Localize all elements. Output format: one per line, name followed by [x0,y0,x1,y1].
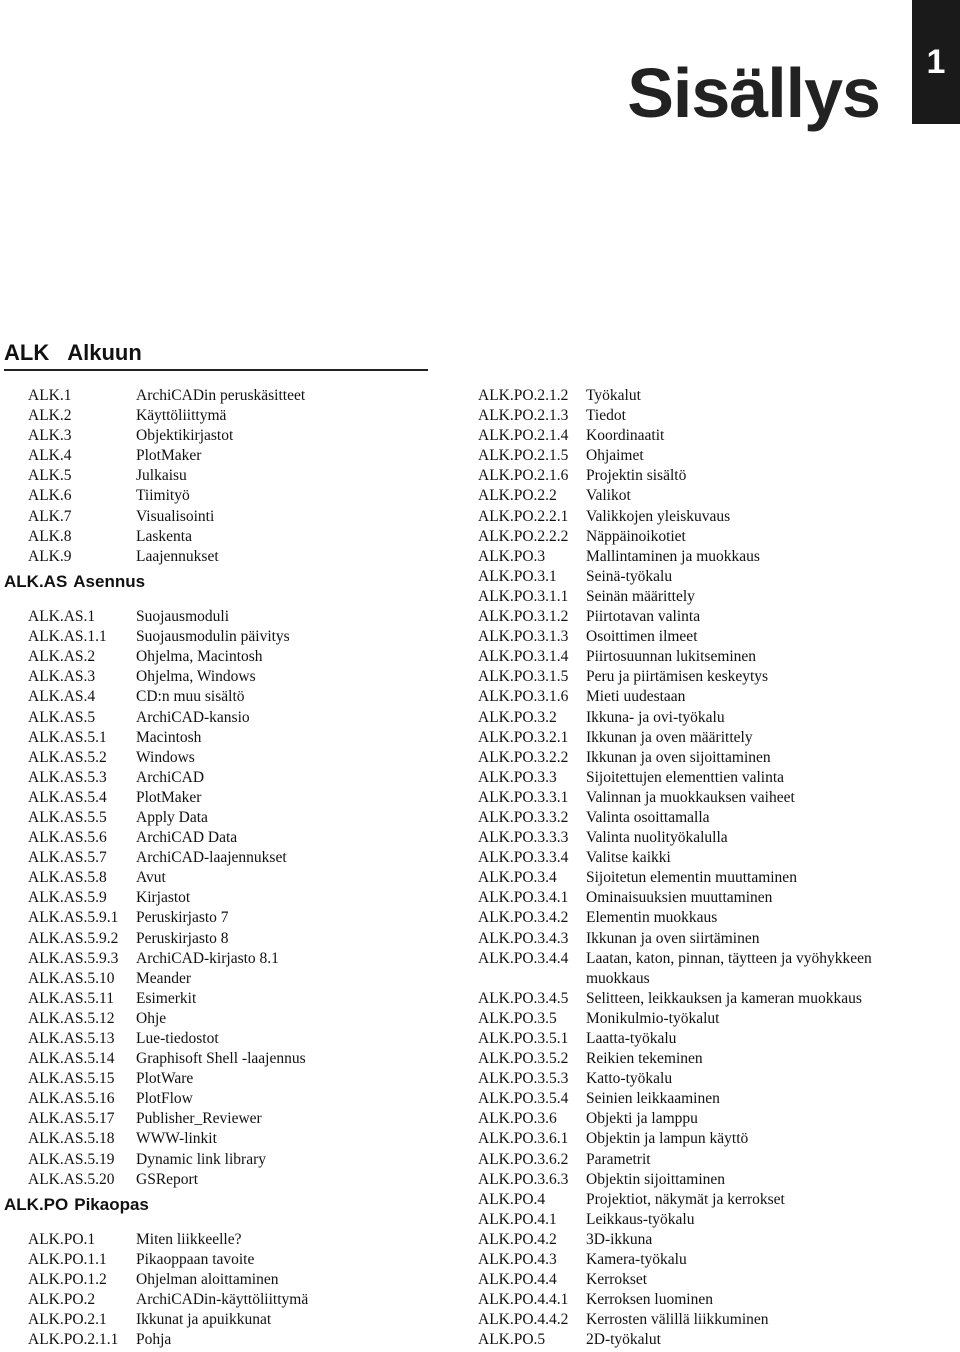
toc-entry-title: Ohjelma, Windows [136,668,256,686]
toc-entry-code: ALK.7 [28,507,72,525]
toc-entry-title: Mieti uudestaan [586,688,686,706]
toc-entry-code: ALK.PO.4.4 [478,1271,557,1289]
toc-entry-code: ALK.2 [28,407,72,425]
toc-subheading-code: ALK.AS [4,571,68,591]
toc-entry-title: Suojausmoduli [136,608,230,626]
toc-entry[interactable] [478,1270,886,1290]
toc-entry-code: ALK.AS.4 [28,688,96,706]
toc-entry-code: ALK.PO.3.4.5 [478,989,569,1007]
toc-entry[interactable] [28,848,308,868]
toc-entry-code: ALK.PO.4.1 [478,1210,557,1228]
toc-entry[interactable] [478,1069,886,1089]
toc-entry-code: ALK.AS.5.9.1 [28,909,119,927]
toc-entry-title: Sijoitettujen elementtien valinta [586,768,785,786]
toc-entry-code: ALK.AS.5.15 [28,1070,115,1088]
toc-entry-code: ALK.PO.3.1.4 [478,648,569,666]
toc-entry[interactable] [28,828,308,848]
toc-entry-code: ALK.PO.3.5.1 [478,1030,569,1047]
toc-entry-title: Kamera-työkalu [586,1251,687,1269]
toc-entry-title: Ohjaimet [586,447,644,465]
toc-entry[interactable] [478,627,886,647]
toc-entry-code: ALK.PO.2.1.6 [478,467,569,485]
toc-entry[interactable] [28,687,308,707]
toc-entry[interactable] [478,647,886,667]
toc-entry-title: Ohje [136,1009,167,1027]
toc-entry-code: ALK.PO.4 [478,1190,546,1208]
toc-entry-code: ALK.AS.5.10 [28,969,115,987]
toc-entry-code: ALK.PO.3.1.3 [478,628,569,646]
toc-entry-code: ALK.PO.3.1.6 [478,688,569,706]
toc-entry[interactable] [478,1190,886,1210]
toc-entry-title: 3D-ikkuna [586,1230,653,1248]
toc-entry[interactable] [28,1230,308,1250]
toc-entry-title: Peru ja piirtämisen keskeytys [586,668,769,686]
toc-entry-title: Laatan, katon, pinnan, täytteen ja vyöhykkeen muokkaus [586,949,872,987]
toc-entry[interactable] [478,527,886,547]
toc-entry-code: ALK.AS.5.7 [28,849,107,867]
toc-entry-code: ALK.1 [28,387,72,404]
toc-entry-title: Elementin muokkaus [586,909,718,927]
toc-entry[interactable] [478,929,886,949]
toc-entry-code: ALK.PO.3.2.1 [478,728,569,746]
toc-entry-title: ArchiCAD Data [136,829,238,847]
toc-entry[interactable] [28,446,308,466]
toc-entry[interactable] [28,1290,308,1310]
toc-entry-code: ALK.AS.5.18 [28,1130,115,1148]
toc-entry-title: Seinän määrittely [586,587,695,605]
toc-entry[interactable] [478,908,886,928]
toc-right-column [478,386,886,1351]
toc-entry[interactable] [28,527,308,547]
toc-entry-title: ArchiCADin-käyttöliittymä [136,1291,309,1309]
toc-entry-code: ALK.AS.5.8 [28,869,107,887]
toc-entry[interactable] [478,1170,886,1190]
toc-entry[interactable] [478,547,886,567]
toc-entry-title: Objekti ja lamppu [586,1110,698,1128]
toc-entry-title: Tiedot [586,407,626,425]
toc-entry-title: Objektin sijoittaminen [586,1170,726,1188]
toc-entry-code: ALK.AS.5.14 [28,1050,115,1068]
toc-entry-title: PlotWare [136,1070,194,1088]
toc-entry-title: Visualisointi [136,507,215,525]
toc-entry-code: ALK.PO.3.6.2 [478,1150,569,1168]
toc-entry-title: Publisher_Reviewer [136,1110,262,1128]
toc-entry[interactable] [28,547,308,567]
toc-entry-code: ALK.PO.4.4.2 [478,1311,569,1329]
toc-entry-code: ALK.AS.5.1 [28,728,107,746]
toc-entry-code: ALK.PO.3.3.3 [478,829,569,847]
toc-entry[interactable] [28,708,308,728]
toc-entry[interactable] [478,687,886,707]
toc-entry-code: ALK.PO.3.6 [478,1110,557,1128]
toc-entry-title: Objektin ja lampun käyttö [586,1130,749,1148]
toc-entry[interactable] [478,386,886,406]
toc-entry-title: Esimerkit [136,989,197,1007]
toc-entry[interactable] [28,748,308,768]
toc-entry-code: ALK.AS.5.16 [28,1090,115,1108]
toc-entry-title: Sijoitetun elementin muuttaminen [586,869,797,887]
toc-entry-title: Kerrosten välillä liikkuminen [586,1311,769,1329]
toc-entry[interactable] [478,1250,886,1270]
toc-entry[interactable] [478,1210,886,1230]
toc-entry-title: ArchiCAD-laajennukset [136,849,287,867]
toc-entry-title: Avut [136,869,166,887]
toc-entry-code: ALK.AS.2 [28,648,96,666]
toc-entry-title: Monikulmio-työkalut [586,1009,720,1027]
toc-entry-code: ALK.PO.2.1.5 [478,447,569,465]
toc-entry-code: ALK.PO.3.6.1 [478,1130,569,1148]
toc-entry[interactable] [478,446,886,466]
toc-entry-title: Ikkunan ja oven sijoittaminen [586,748,771,766]
toc-entry[interactable] [28,667,308,687]
toc-entry-code: ALK.PO.3.4.1 [478,889,569,907]
toc-entry[interactable] [28,406,308,426]
toc-entry-code: ALK.PO.3.5 [478,1009,557,1027]
toc-entry-title: Työkalut [586,387,641,404]
toc-entry-code: ALK.AS.5.17 [28,1110,115,1128]
toc-entry-code: ALK.PO.4.3 [478,1251,557,1269]
toc-entry-title: Valikkojen yleiskuvaus [586,507,731,525]
toc-entry-code: ALK.AS.5.13 [28,1030,115,1047]
toc-entry[interactable] [478,587,886,607]
toc-entry[interactable] [478,828,886,848]
toc-entry[interactable] [478,1230,886,1250]
toc-entry[interactable] [478,1150,886,1170]
toc-entry-title: Valikot [586,487,631,505]
toc-entry-title: Pikaoppaan tavoite [136,1251,255,1269]
toc-entry-code: ALK.PO.3.3.4 [478,849,569,867]
toc-entry[interactable] [478,406,886,426]
toc-entry-title: Reikien tekeminen [586,1050,703,1068]
toc-entry[interactable] [478,728,886,748]
toc-entry[interactable] [28,1150,308,1170]
toc-entry-title: Peruskirjasto 8 [136,929,229,947]
toc-entry-code: ALK.PO.2 [28,1291,96,1309]
toc-entry[interactable] [28,607,308,627]
toc-entry-code: ALK.PO.2.1.1 [28,1331,119,1349]
toc-entry-code: ALK.6 [28,487,72,505]
toc-entry[interactable] [28,466,308,486]
toc-entry[interactable] [478,667,886,687]
toc-entry-code: ALK.PO.1 [28,1230,96,1248]
toc-entry-title: Osoittimen ilmeet [586,628,698,646]
toc-entry-code: ALK.9 [28,547,72,565]
toc-entry-code: ALK.PO.3.4.2 [478,909,569,927]
toc-subheading [4,567,308,607]
toc-entry[interactable] [478,868,886,888]
toc-entry-code: ALK.AS.5.9.2 [28,929,119,947]
toc-entry[interactable] [28,808,308,828]
section-heading [4,342,142,364]
toc-entry-code: ALK.AS.1.1 [28,628,107,646]
toc-entry-code: ALK.PO.2.1.4 [478,427,569,445]
toc-entry-code: ALK.PO.5 [478,1331,546,1349]
toc-entry[interactable] [478,607,886,627]
toc-entry[interactable] [478,708,886,728]
toc-entry-code: ALK.3 [28,427,72,445]
toc-left-column [4,386,309,1351]
toc-entry[interactable] [28,1250,308,1270]
toc-entry-code: ALK.PO.3.5.3 [478,1070,569,1088]
toc-entry-title: Kirjastot [136,889,191,907]
toc-entry-code: ALK.PO.3.1.1 [478,587,569,605]
toc-entry-title: Parametrit [586,1150,651,1168]
toc-entry-title: Miten liikkeelle? [136,1230,242,1248]
toc-entry[interactable] [28,788,308,808]
section-code: ALK [4,340,50,365]
toc-entry-title: Piirtosuunnan lukitseminen [586,648,757,666]
toc-entry-title: Ikkunat ja apuikkunat [136,1311,272,1329]
toc-entry-code: ALK.PO.2.2.2 [478,527,569,545]
toc-subheading-code: ALK.PO [4,1194,69,1214]
toc-entry[interactable] [478,466,886,486]
page-number-tab: 1 [912,0,960,124]
toc-entry-title: CD:n muu sisältö [136,688,245,706]
toc-entry-title: Lue-tiedostot [136,1030,219,1047]
toc-entry-title: Graphisoft Shell -laajennus [136,1050,306,1068]
toc-entry-title: Laskenta [136,527,192,545]
toc-entry-title: ArchiCAD [136,768,205,786]
toc-entry[interactable] [28,888,308,908]
toc-entry[interactable] [478,1109,886,1129]
toc-entry-code: ALK.PO.1.2 [28,1271,107,1289]
toc-entry-title: ArchiCADin peruskäsitteet [136,387,306,404]
toc-entry[interactable] [28,1310,308,1330]
toc-entry-code: ALK.PO.1.1 [28,1251,107,1269]
toc-entry-code: ALK.PO.4.4.1 [478,1291,569,1309]
toc-entry-code: ALK.PO.2.2 [478,487,557,505]
toc-entry-title: Macintosh [136,728,202,746]
toc-entry[interactable] [478,1129,886,1149]
toc-entry[interactable] [28,426,308,446]
toc-entry-code: ALK.AS.5.2 [28,748,107,766]
toc-entry-title: PlotMaker [136,788,202,806]
toc-entry-title: Peruskirjasto 7 [136,909,229,927]
toc-entry-code: ALK.PO.3.1 [478,567,557,585]
toc-entry[interactable] [28,386,308,406]
toc-entry-code: ALK.AS.5.6 [28,829,107,847]
toc-entry[interactable] [28,507,308,527]
toc-entry-code: ALK.PO.3.3 [478,768,557,786]
toc-entry-code: ALK.AS.5.9.3 [28,949,119,967]
toc-entry-title: Mallintaminen ja muokkaus [586,547,760,565]
toc-entry[interactable] [28,728,308,748]
toc-entry[interactable] [28,627,308,647]
toc-entry-code: ALK.AS.5.4 [28,788,107,806]
toc-entry[interactable] [478,567,886,587]
toc-entry-code: ALK.AS.5.19 [28,1150,115,1168]
toc-entry-title: Julkaisu [136,467,187,485]
page-title: Sisällys [627,54,880,132]
toc-entry-title: Seinien leikkaaminen [586,1090,720,1108]
toc-entry-code: ALK.8 [28,527,72,545]
toc-entry-code: ALK.PO.3.2 [478,708,557,726]
toc-entry-code: ALK.PO.2.1.3 [478,407,569,425]
toc-entry-title: Dynamic link library [136,1150,266,1168]
toc-entry-title: Laatta-työkalu [586,1030,677,1047]
toc-entry-title: ArchiCAD-kirjasto 8.1 [136,949,279,967]
toc-entry-title: Apply Data [136,808,208,826]
toc-entry-title: Meander [136,969,192,987]
toc-entry-title: Katto-työkalu [586,1070,673,1088]
toc-entry[interactable] [478,486,886,506]
toc-entry-title: Piirtotavan valinta [586,608,701,626]
toc-entry[interactable] [478,888,886,908]
toc-entry-title: Ikkuna- ja ovi-työkalu [586,708,725,726]
toc-entry-title: Valinta nuolityökalulla [586,829,728,847]
toc-entry-code: ALK.PO.4.2 [478,1230,557,1248]
toc-entry-title: Projektin sisältö [586,467,687,485]
toc-entry-title: Tiimityö [136,487,190,505]
toc-entry-code: ALK.PO.2.1.2 [478,387,569,404]
toc-entry-code: ALK.PO.3.2.2 [478,748,569,766]
toc-entry[interactable] [28,868,308,888]
toc-entry-title: Kerrokset [586,1271,648,1289]
toc-entry-title: Kerroksen luominen [586,1291,713,1309]
toc-entry-code: ALK.PO.3 [478,547,546,565]
toc-entry-code: ALK.PO.3.5.2 [478,1050,569,1068]
toc-entry-code: ALK.PO.3.1.5 [478,668,569,686]
toc-entry[interactable] [478,507,886,527]
toc-entry[interactable] [28,1109,308,1129]
toc-entry-title: Ohjelman aloittaminen [136,1271,279,1289]
toc-entry[interactable] [28,969,308,989]
toc-entry-code: ALK.PO.3.3.2 [478,808,569,826]
toc-entry-title: Ohjelma, Macintosh [136,648,263,666]
toc-entry[interactable] [28,1330,308,1350]
toc-entry-code: ALK.5 [28,467,72,485]
toc-entry-code: ALK.AS.5.12 [28,1009,115,1027]
toc-entry[interactable] [28,647,308,667]
toc-entry-title: Näppäinoikotiet [586,527,686,545]
toc-entry-title: Valinta osoittamalla [586,808,710,826]
toc-entry-title: WWW-linkit [136,1130,217,1148]
toc-entry[interactable] [478,848,886,868]
toc-entry-title: Ikkunan ja oven määrittely [586,728,753,746]
toc-entry[interactable] [28,768,308,788]
toc-entry-title: PlotMaker [136,447,202,465]
toc-entry[interactable] [478,808,886,828]
toc-entry-title: Laajennukset [136,547,219,565]
toc-entry[interactable] [478,748,886,768]
toc-entry[interactable] [478,949,886,989]
toc-entry-title: 2D-työkalut [586,1331,661,1349]
toc-entry-code: ALK.PO.3.3.1 [478,788,569,806]
toc-entry[interactable] [28,1049,308,1069]
toc-entry[interactable] [478,1089,886,1109]
toc-subheading [4,1190,308,1230]
toc-subheading-title: Asennus [73,571,146,591]
toc-entry-code: ALK.PO.3.4.3 [478,929,569,947]
toc-entry-title: Valinnan ja muokkauksen vaiheet [586,788,795,806]
toc-entry-code: ALK.PO.3.4.4 [478,949,569,967]
toc-entry[interactable] [28,1170,308,1190]
toc-entry-title: PlotFlow [136,1090,193,1108]
toc-entry-code: ALK.AS.5.9 [28,889,107,907]
toc-entry[interactable] [28,1129,308,1149]
toc-subheading-title: Pikaopas [74,1194,149,1214]
toc-entry-code: ALK.PO.3.5.4 [478,1090,569,1108]
toc-entry-title: Ominaisuuksien muuttaminen [586,889,773,907]
toc-entry-code: ALK.PO.2.2.1 [478,507,569,525]
toc-entry[interactable] [28,486,308,506]
toc-entry[interactable] [478,1310,886,1330]
section-divider [4,369,428,371]
toc-entry[interactable] [28,989,308,1009]
toc-entry[interactable] [478,989,886,1009]
toc-entry-code: ALK.AS.5 [28,708,96,726]
toc-entry-code: ALK.AS.1 [28,608,96,626]
toc-entry-title: GSReport [136,1170,198,1188]
toc-entry-code: ALK.4 [28,447,72,465]
toc-entry[interactable] [28,929,308,949]
toc-entry[interactable] [478,1049,886,1069]
toc-entry[interactable] [28,949,308,969]
toc-entry-code: ALK.PO.3.6.3 [478,1170,569,1188]
toc-entry-title: Koordinaatit [586,427,665,445]
toc-entry[interactable] [478,1330,886,1350]
toc-entry-code: ALK.AS.5.20 [28,1170,115,1188]
toc-entry-title: Suojausmodulin päivitys [136,628,290,646]
section-name: Alkuun [67,340,142,365]
toc-entry-title: Selitteen, leikkauksen ja kameran muokkaus [586,989,862,1007]
toc-entry-code: ALK.AS.5.3 [28,768,107,786]
toc-entry[interactable] [478,768,886,788]
toc-entry-title: ArchiCAD-kansio [136,708,250,726]
toc-entry-code: ALK.AS.5.11 [28,989,114,1007]
toc-entry-title: Leikkaus-työkalu [586,1210,695,1228]
toc-entry-code: ALK.PO.3.4 [478,869,557,887]
toc-entry[interactable] [478,1290,886,1310]
toc-entry-title: Windows [136,748,195,766]
toc-entry-code: ALK.AS.3 [28,668,96,686]
toc-entry-title: Ikkunan ja oven siirtäminen [586,929,760,947]
toc-entry[interactable] [28,1089,308,1109]
toc-entry-title: Projektiot, näkymät ja kerrokset [586,1190,785,1208]
toc-entry[interactable] [478,1029,886,1049]
toc-entry[interactable] [28,908,308,928]
toc-entry[interactable] [28,1270,308,1290]
toc-entry[interactable] [478,788,886,808]
toc-entry-code: ALK.PO.2.1 [28,1311,107,1329]
toc-entry-code: ALK.PO.3.1.2 [478,608,569,626]
toc-entry[interactable] [28,1009,308,1029]
toc-entry-title: Pohja [136,1331,172,1349]
toc-entry[interactable] [478,1009,886,1029]
toc-entry-title: Objektikirjastot [136,427,234,445]
toc-entry-title: Valitse kaikki [586,849,671,867]
toc-entry-title: Seinä-työkalu [586,567,673,585]
toc-entry[interactable] [28,1069,308,1089]
toc-entry-code: ALK.AS.5.5 [28,808,107,826]
toc-entry[interactable] [478,426,886,446]
toc-entry[interactable] [28,1029,308,1049]
toc-entry-title: Käyttöliittymä [136,407,227,425]
